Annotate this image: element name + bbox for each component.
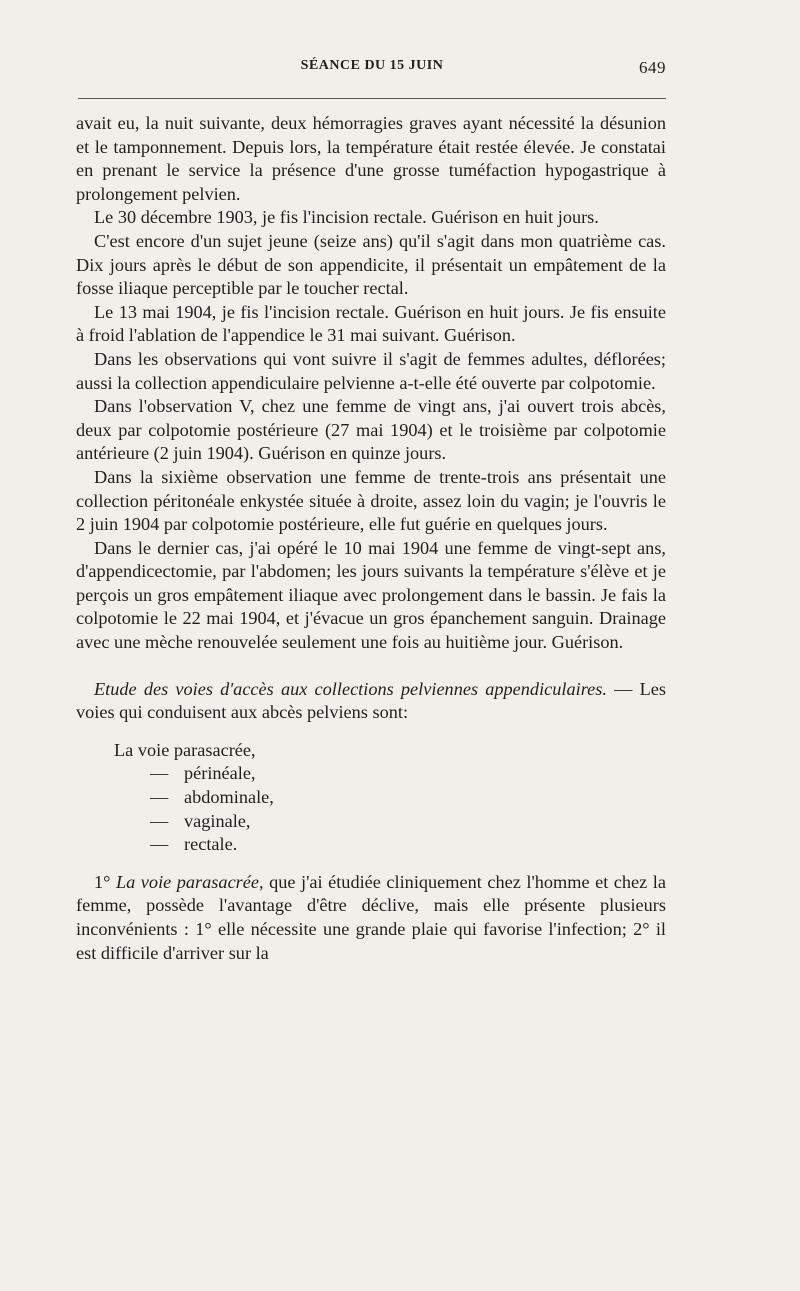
paragraph: Dans la sixième observation une femme de trente-trois ans présentait une collection péritonéale enkystée située à droite, assez loin du vagin; je l'ouvris le 2 juin 1904 par colpotomie postérieure, elle fut guérie en quelques jours. xyxy=(76,466,666,535)
paragraph: Dans le dernier cas, j'ai opéré le 10 mai 1904 une femme de vingt-sept ans, d'appendicectomie, par l'abdomen; les jours suivants la température s'élève et je perçois un gros empâtement iliaque avec prolongement dans le bassin. Je fais la colpotomie le 22 mai 1904, et j'évacue un gros épanchement sanguin. Drainage avec une mèche renouvelée seulement une fois au huitième jour. Guérison. xyxy=(76,537,666,653)
paragraph: Le 13 mai 1904, je fis l'incision rectale. Guérison en huit jours. Je fis ensuite à froid l'ablation de l'appendice le 31 mai suivant. Guérison. xyxy=(76,301,666,346)
paragraph: avait eu, la nuit suivante, deux hémorragies graves ayant nécessité la désunion et le tamponnement. Depuis lors, la température était restée élevée. Je constatai en prenant le service la présence d'une grosse tuméfaction hypogastrique à prolongement pelvien. xyxy=(76,113,666,204)
list-item-label: vaginale, xyxy=(184,810,251,831)
item-title: La voie parasacrée, xyxy=(115,871,264,892)
running-header xyxy=(78,58,666,84)
spacer xyxy=(76,857,666,871)
paragraph: Le 30 décembre 1903, je fis l'incision rectale. Guérison en huit jours. xyxy=(94,207,599,228)
dash: — xyxy=(150,763,169,784)
list-item: La voie parasacrée, xyxy=(114,739,256,760)
header-title: SÉANCE DU 15 JUIN xyxy=(300,58,444,73)
list-item xyxy=(114,810,666,834)
header-rule xyxy=(78,98,666,99)
spacer xyxy=(76,655,666,678)
final-paragraph xyxy=(76,871,666,965)
list-item-label: périnéale, xyxy=(184,763,256,784)
paragraph: Dans l'observation V, chez une femme de vingt ans, j'ai ouvert trois abcès, deux par colpotomie postérieure (27 mai 1904) et le troisième par colpotomie antérieure (2 juin 1904). Guérison en quinze jours. xyxy=(76,396,666,464)
item-number: 1° xyxy=(94,871,111,892)
section-title: Etude des voies d'accès aux collections pelviennes appendiculaires. xyxy=(94,678,607,699)
list-item-label: rectale. xyxy=(184,834,238,855)
dash: — xyxy=(150,834,169,855)
list-item-label: abdominale, xyxy=(184,787,274,808)
list-item xyxy=(114,762,666,786)
dash: — xyxy=(150,787,169,808)
voies-list xyxy=(114,739,666,857)
paragraph: Dans les observations qui vont suivre il s'agit de femmes adultes, déflorées; aussi la collection appendiculaire pelvienne a-t-elle été ouverte par colpotomie. xyxy=(76,348,666,393)
list-item xyxy=(114,833,666,857)
dash: — xyxy=(150,810,169,831)
list-item xyxy=(114,786,666,810)
body-text xyxy=(76,112,666,965)
item-text: que j'ai étudiée cliniquement chez l'homme et chez la femme, possède l'avantage d'être déclive, mais elle présente plusieurs inconvénients : 1° elle nécessite une grande plaie qui favorise l'infection; 2° il est difficile d'arriver sur la xyxy=(76,871,666,963)
page-number: 649 xyxy=(639,58,666,77)
paragraph: C'est encore d'un sujet jeune (seize ans) qu'il s'agit dans mon quatrième cas. Dix jours après le début de son appendicite, il présentait un empâtement de la fosse iliaque perceptible par le toucher rectal. xyxy=(76,230,666,299)
section-intro: — Les voies qui conduisent aux abcès pelviens sont: xyxy=(76,678,667,723)
section-paragraph xyxy=(76,678,666,725)
